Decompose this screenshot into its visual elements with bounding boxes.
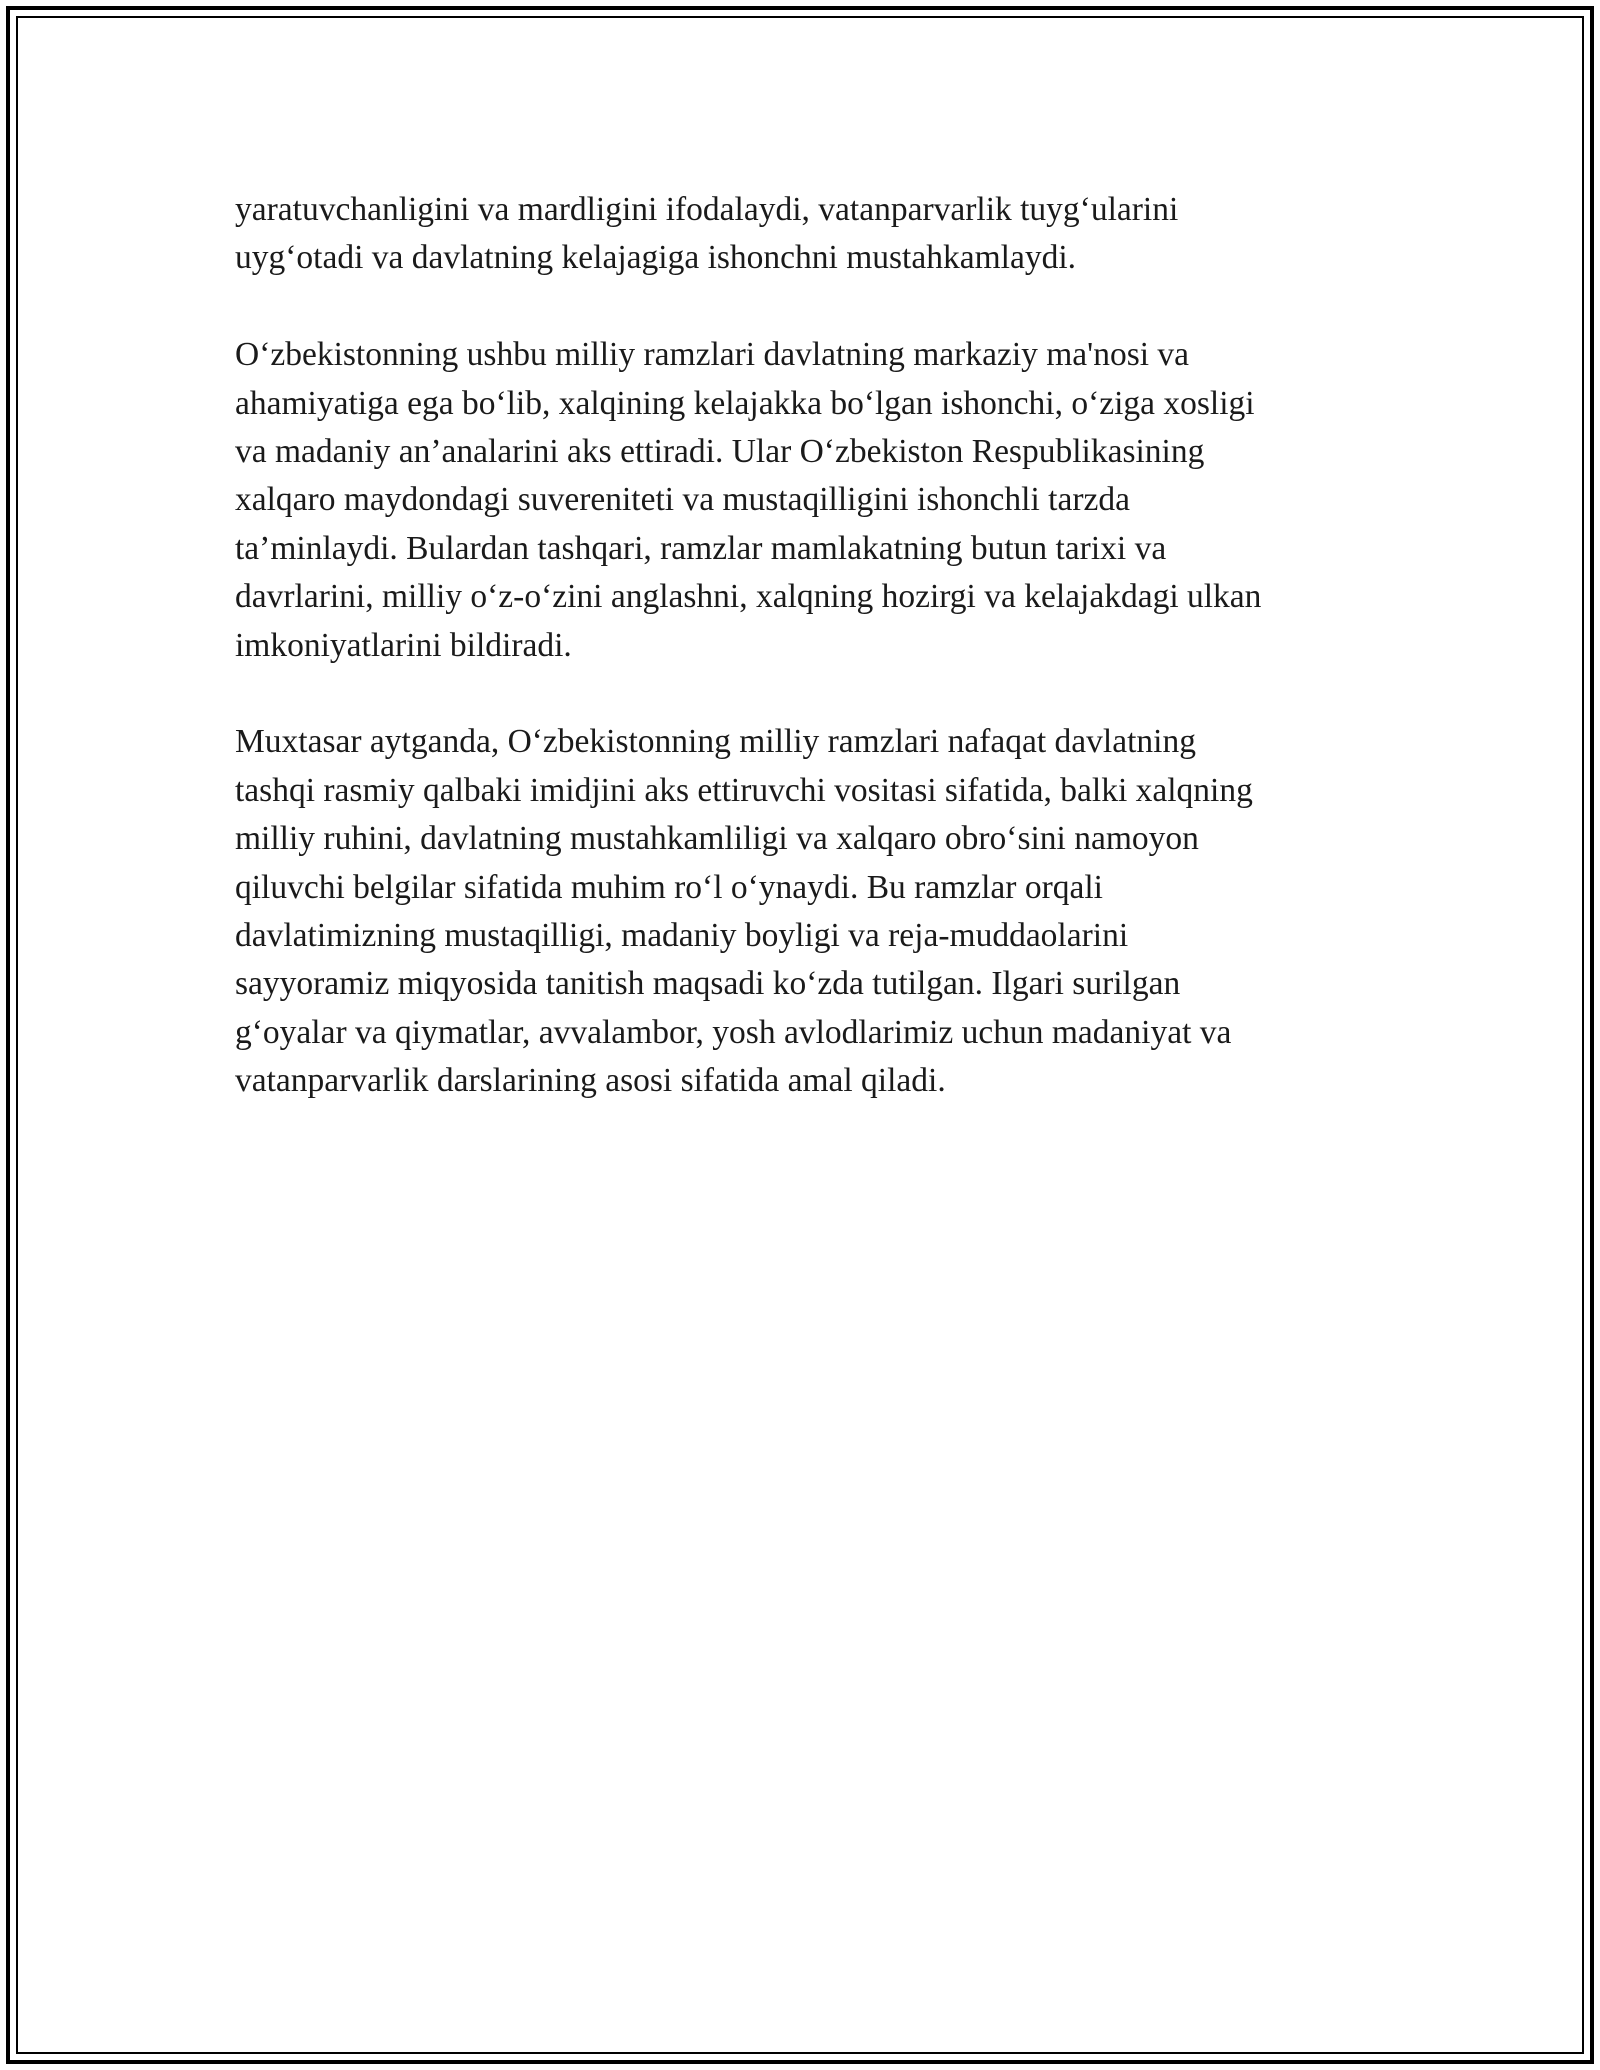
paragraph-2: [235, 331, 1375, 670]
paragraph-3: [235, 718, 1375, 1105]
paragraph-line: vatanparvarlik darslarining asosi sifatida amal qiladi.: [235, 1062, 946, 1100]
paragraph-line: yaratuvchanligini va mardligini ifodalaydi, vatanparvarlik tuyg‘ularini: [235, 191, 1179, 228]
paragraph-1: [235, 186, 1375, 283]
paragraph-line: milliy ruhini, davlatning mustahkamliligi va xalqaro obro‘sini namoyon: [235, 820, 1199, 858]
paragraph-line: va madaniy an’analarini aks ettiradi. Ular O‘zbekiston Respublikasining: [235, 433, 1205, 471]
paragraph-line: ta’minlaydi. Bulardan tashqari, ramzlar mamlakatning butun tarixi va: [235, 529, 1167, 567]
paragraph-line: davrlarini, milliy o‘z-o‘zini anglashni, xalqning hozirgi va kelajakdagi ulkan: [235, 578, 1262, 616]
paragraph-line: uyg‘otadi va davlatning kelajagiga ishonchni mustahkamlaydi.: [235, 239, 1077, 277]
paragraph-line: qiluvchi belgilar sifatida muhim ro‘l o‘ynaydi. Bu ramzlar orqali: [235, 868, 1103, 906]
paragraph-line: ahamiyatiga ega bo‘lib, xalqining kelajakka bo‘lgan ishonchi, o‘ziga xosligi: [235, 384, 1255, 422]
paragraph-line: O‘zbekistonning ushbu milliy ramzlari davlatning markaziy ma'nosi va: [235, 336, 1190, 374]
paragraph-line: tashqi rasmiy qalbaki imidjini aks ettiruvchi vositasi sifatida, balki xalqning: [235, 771, 1253, 809]
paragraph-line: davlatimizning mustaqilligi, madaniy boyligi va reja-muddaolarini: [235, 917, 1129, 955]
paragraph-line: g‘oyalar va qiymatlar, avvalambor, yosh avlodlarimiz uchun madaniyat va: [235, 1013, 1232, 1051]
paragraph-line: imkoniyatlarini bildiradi.: [235, 626, 572, 664]
paragraph-line: xalqaro maydondagi suvereniteti va mustaqilligini ishonchli tarzda: [235, 481, 1130, 519]
document-body: [235, 186, 1375, 1154]
paragraph-line: sayyoramiz miqyosida tanitish maqsadi ko‘zda tutilgan. Ilgari surilgan: [235, 965, 1181, 1003]
paragraph-line: Muxtasar aytganda, O‘zbekistonning milliy ramzlari nafaqat davlatning: [235, 723, 1196, 761]
